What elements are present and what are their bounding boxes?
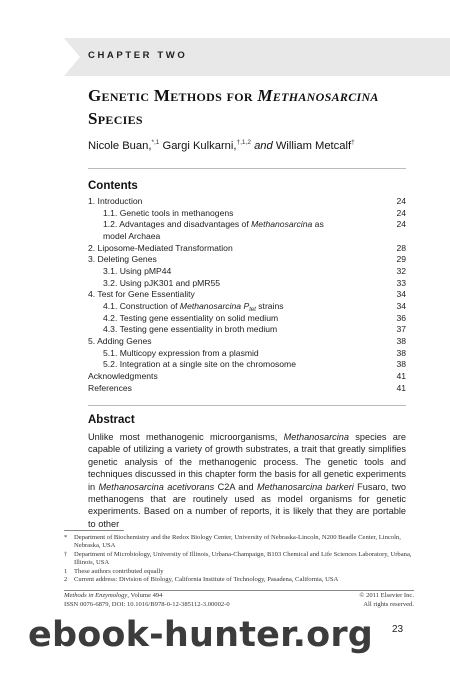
toc-entry-page: 36 <box>396 312 406 323</box>
toc-entry[interactable] <box>88 313 406 325</box>
author-1: Nicole Buan, <box>88 140 152 152</box>
abstract-italic: Methanosarcina <box>283 432 350 442</box>
footnote-text: Current address: Division of Biology, California Institute of Technology, Pasadena, California, USA <box>74 576 339 584</box>
toc-entry-page: 37 <box>396 324 406 335</box>
title-part3: Species <box>88 109 143 128</box>
toc-entry[interactable] <box>88 301 406 313</box>
author-1-affil: *,1 <box>151 139 160 146</box>
toc-entry-page: 38 <box>396 336 406 347</box>
footnotes <box>64 534 414 584</box>
toc-entry-title <box>103 219 333 242</box>
title-part1: Genetic Methods for <box>88 86 258 105</box>
toc-text: strains <box>255 301 284 311</box>
toc-entry[interactable] <box>88 336 406 348</box>
footnote-mark: 2 <box>64 576 68 584</box>
toc-entry-page: 33 <box>396 277 406 288</box>
toc-entry[interactable] <box>88 219 406 242</box>
contents-heading: Contents <box>88 180 138 192</box>
author-2: Gargi Kulkarni, <box>159 140 237 152</box>
abstract-italic: Methanosarcina barkeri <box>257 481 354 492</box>
toc-entry-page: 29 <box>396 254 406 265</box>
toc-entry-page: 38 <box>396 359 406 370</box>
toc-entry-page: 38 <box>396 347 406 358</box>
chapter-label: CHAPTER TWO <box>88 50 188 61</box>
chapter-banner-notch <box>64 38 80 76</box>
toc-text: 1.2. Advantages and disadvantages of <box>103 219 252 230</box>
author-3: William Metcalf <box>275 140 352 152</box>
toc-entry-title: 4. Test for Gene Essentiality <box>88 289 195 300</box>
abstract-text: Unlike most methanogenic microorganisms, <box>88 432 284 442</box>
toc-entry-page: 34 <box>396 301 406 311</box>
toc-entry[interactable] <box>88 383 406 395</box>
page-number: 23 <box>392 624 404 635</box>
abstract-body <box>88 431 406 530</box>
author-3-affil: † <box>351 139 355 146</box>
footnote <box>64 568 414 576</box>
publication-meta <box>64 592 414 609</box>
title-genus: Methanosarcina <box>257 86 379 105</box>
footnote-text: These authors contributed equally <box>74 567 164 575</box>
toc-entry-title: 3.2. Using pJK301 and pMR55 <box>103 277 221 288</box>
footnote-mark: † <box>64 550 68 558</box>
divider <box>88 405 406 406</box>
toc-entry-page: 24 <box>396 196 406 206</box>
table-of-contents <box>88 196 406 395</box>
toc-entry-title: 3.1. Using pMP44 <box>103 265 172 276</box>
toc-entry-page: 41 <box>396 382 406 393</box>
footnote <box>64 534 414 551</box>
toc-entry-title: References <box>88 382 132 393</box>
toc-entry-page: 41 <box>396 371 406 382</box>
toc-entry[interactable] <box>88 289 406 301</box>
toc-entry[interactable] <box>88 196 406 208</box>
journal-name: Methods in Enzymology <box>64 592 128 599</box>
toc-entry-page: 24 <box>396 219 406 230</box>
footnote-mark: 1 <box>64 567 68 575</box>
meta-divider <box>64 590 414 591</box>
author-conjunction: and <box>250 140 276 152</box>
watermark: ebook-hunter.org <box>28 615 374 655</box>
toc-entry-title: 2. Liposome-Mediated Transformation <box>88 242 233 253</box>
footnote-text: Department of Microbiology, University of Illinois, Urbana-Champaign, B103 Chemical and Life Sciences Laboratory, Urbana, Illinois, USA <box>74 550 412 567</box>
toc-text-italic: Methanosarcina <box>251 219 313 230</box>
toc-entry-title: Acknowledgments <box>88 371 158 382</box>
toc-entry[interactable] <box>88 278 406 290</box>
journal-volume: , Volume 494 <box>127 592 163 599</box>
toc-entry[interactable] <box>88 254 406 266</box>
toc-text: 4.1. Construction of <box>103 301 180 311</box>
toc-entry-page: 32 <box>396 265 406 276</box>
toc-entry[interactable] <box>88 324 406 336</box>
toc-entry-title: 5. Adding Genes <box>88 336 152 347</box>
toc-entry[interactable] <box>88 348 406 360</box>
abstract-heading: Abstract <box>88 414 135 426</box>
author-line <box>88 139 355 152</box>
toc-entry-title: 5.2. Integration at a single site on the chromosome <box>103 359 296 370</box>
toc-entry-page: 24 <box>396 207 406 218</box>
chapter-title <box>88 84 428 130</box>
abstract-text: Fusaro, two methanogens that are routinely used as model organisms for genetic experiments. Based on a number of reports, it is likely that they are portable to other <box>88 481 406 529</box>
toc-entry-page: 28 <box>396 242 406 253</box>
footnote-divider <box>64 530 124 531</box>
footnote-text: Department of Biochemistry and the Redox Biology Center, University of Nebraska-Lincoln, N200 Beadle Center, Lincoln, Nebraska, USA <box>74 534 401 550</box>
toc-entry-title: 1. Introduction <box>88 196 143 206</box>
toc-text-subscript: tet <box>249 307 256 313</box>
footnote <box>64 576 414 584</box>
abstract-text: species are capable of utilizing a variety of growth substrates, a trait that greatly simplifies genetic analysis of the methanogenic process. The genetic tools and techniques discussed in this chapter form the basis for all genetic experiments in <box>88 432 406 492</box>
footnote-mark: * <box>64 534 68 541</box>
author-2-affil: †,1,2 <box>236 139 251 146</box>
toc-entry[interactable] <box>88 243 406 255</box>
issn-doi: ISSN 0076-6879, DOI: 10.1016/B978-0-12-385112-3.00002-0 <box>64 600 230 608</box>
toc-entry-title: 4.2. Testing gene essentiality on solid medium <box>103 312 279 323</box>
toc-entry-page: 34 <box>396 289 406 300</box>
toc-entry-title: 1.1. Genetic tools in methanogens <box>103 207 234 218</box>
toc-entry-title: 5.1. Multicopy expression from a plasmid <box>103 347 259 358</box>
copyright: © 2011 Elsevier Inc. <box>359 592 414 599</box>
divider <box>88 168 406 169</box>
rights: All rights reserved. <box>363 600 414 608</box>
toc-entry-title: 4.3. Testing gene essentiality in broth medium <box>103 324 278 335</box>
footnote <box>64 551 414 568</box>
toc-entry[interactable] <box>88 266 406 278</box>
toc-entry[interactable] <box>88 208 406 220</box>
abstract-italic: Methanosarcina acetivorans <box>98 481 215 492</box>
toc-entry[interactable] <box>88 371 406 383</box>
toc-text-italic: Methanosarcina P <box>179 301 250 311</box>
abstract-text: C2A and <box>214 481 257 492</box>
toc-text: as model Archaea <box>103 219 324 241</box>
toc-entry[interactable] <box>88 359 406 371</box>
toc-entry-title: 3. Deleting Genes <box>88 254 157 265</box>
